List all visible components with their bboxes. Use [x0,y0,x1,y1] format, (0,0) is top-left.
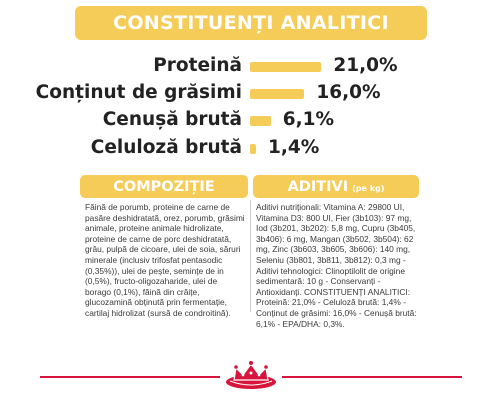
additives-text: Aditivi nutriționali: Vitamina A: 29800 UI, Vitamina D3: 800 UI, Fier (3b103): 97 mg, Iod (3b201, 3b202): 5,8 mg, Cupru (3b405, 3b406): 6 mg, Mangan (3b502, 3b504): 62 mg, Zinc (3b603, 3b605, 3b606): 140 mg, Seleniu (3b801, 3b811, 3b812): 0,3 mg - Aditivi tehnologici: Clinoptilolit de origine sedimentară: 10 g - Conservanți - Antioxidanți. CONSTITUENȚI ANALITICI: Proteină: 21,0% - Celuloză brută: 1,4% - Conținut de grăsimi: 16,0% - Cenușă brută: 6,1% - EPA/DHA: 0,3%. [256,202,417,329]
nutrient-row [0,52,500,80]
nutrient-value: 6,1% [282,109,335,130]
additives-subtitle: (pe kg) [352,184,385,193]
nutrient-label: Cenușă brută [102,109,242,130]
analytic-constituents-banner [75,6,427,40]
column-divider [250,200,251,312]
nutrient-bar [250,116,271,126]
additives-header [253,175,419,198]
nutrient-row [0,106,500,134]
nutrient-row [0,134,500,162]
composition-text: Făină de porumb, proteine de carne de pasăre deshidratată, orez, porumb, grăsimi animale, proteine animale hidrolizate, proteine de carne de porc deshidratată, grâu, pulpă de cicoare, ulei de soia, săruri minerale (inclusiv trifosfat pentasodic (0,35%)), ulei de pește, semințe de in (0,5%), fructo-oligozaharide, ulei de borago (0,1%), făină din crăițe, glucozamină obținută prin fermentație, cartilaj hidrolizat (sursă de condroitină). [85,202,245,318]
banner-title: CONSTITUENȚI ANALITICI [113,12,389,34]
nutrient-label: Celuloză brută [90,137,242,158]
nutrient-bar [250,89,304,99]
nutrient-label: Proteină [153,55,242,76]
nutrient-bar [250,144,256,154]
nutrient-row [0,79,500,107]
nutrient-bar [250,62,321,72]
nutrient-value: 1,4% [268,137,320,158]
nutrient-value: 21,0% [333,55,398,76]
footer-line-right [282,376,462,378]
nutrient-value: 16,0% [316,82,381,103]
additives-title: ADITIVI [287,178,349,195]
footer-line-left [40,376,220,378]
royal-canin-crown-logo [224,356,278,390]
nutrient-label: Conținut de grăsimi [35,82,242,103]
composition-header [80,175,248,198]
composition-title: COMPOZIȚIE [113,178,215,195]
